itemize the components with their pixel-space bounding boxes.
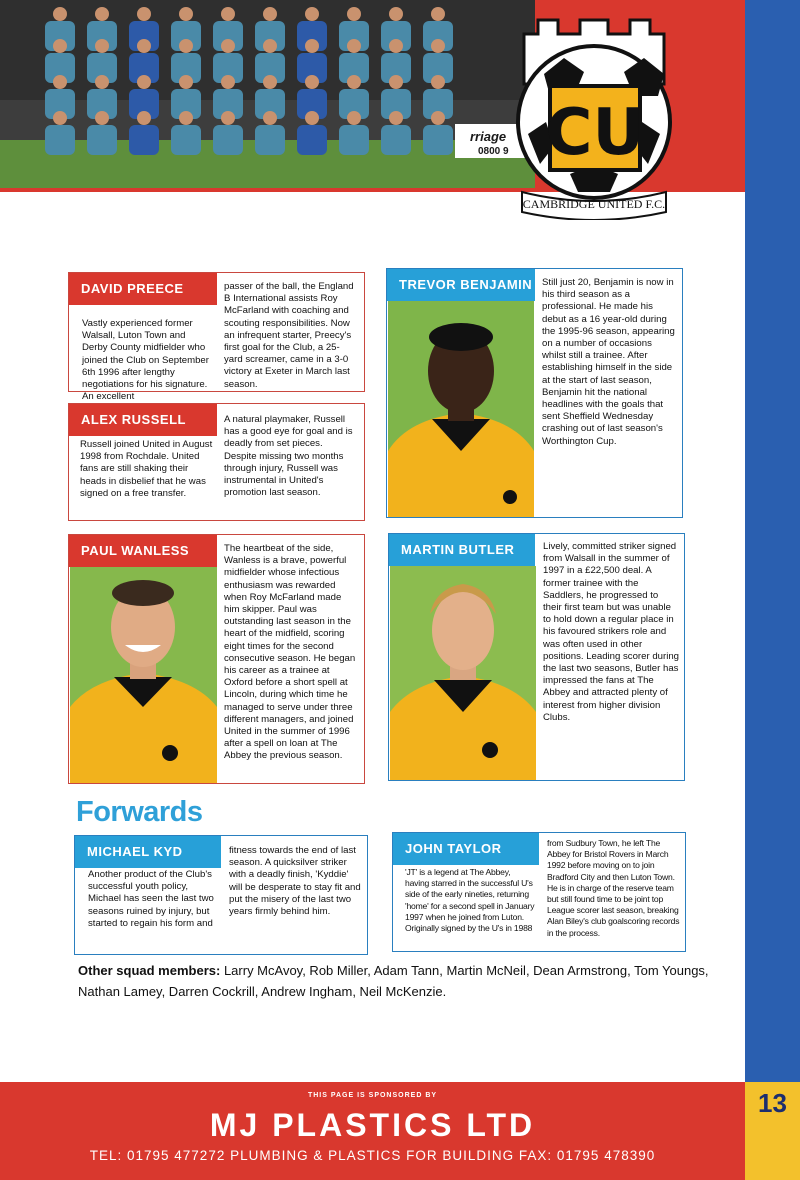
player-bio-russell-col2: A natural playmaker, Russell has a good eye for goal and is deadly from set pieces. Despite missing two months through injury, Russell was instrumental in United's promotion last season. (224, 414, 353, 499)
player-bio-kyd-col1: Another product of the Club's successful youth policy, Michael has seen the last two seasons ruined by injury, but started to regain his form and (88, 869, 214, 929)
sponsor-board-text: rriage (470, 129, 507, 144)
player-bio-preece-col2: passer of the ball, the England B International assists Roy McFarland with coaching and scouting responsibilities. Now an infrequent starter, Preecy's first goal for the Club, a 25-yard screamer, came in a 3-0 victory at Exeter in March last season. (224, 281, 354, 390)
player-bio-kyd-col2: fitness towards the end of last season. A quicksilver striker with a deadly finish, 'Kyddie' will be desperate to stay fit and put the misery of the last two years firmly behind him. (229, 845, 361, 918)
player-bio-butler: Lively, committed striker signed from Walsall in the summer of 1997 in a £22,500 deal. A former trainee with the Saddlers, he progressed to their first team but was unable to hold down a regular place in his favoured strikers role and was often used in other positions. Leading scorer during the last two seasons, Butler has impressed the fans at The Abbey and attracted plenty of interest from higher division Clubs. (543, 541, 679, 723)
side-color-strip (745, 0, 800, 1082)
player-bio-preece-col1: Vastly experienced former Walsall, Luton Town and Derby County midfielder who joined the Club on September 6th 1996 after lengthy negotiations for his signature. An excellent (82, 318, 209, 403)
sponsored-by-label: THIS PAGE IS SPONSORED BY (307, 1092, 438, 1099)
player-photo-butler (390, 566, 536, 780)
page-number: 13 (758, 1088, 787, 1118)
section-heading-forwards: Forwards (76, 796, 203, 828)
player-name-kyd: MICHAEL KYD (75, 836, 221, 868)
player-bio-taylor-col1: 'JT' is a legend at The Abbey, having starred in the successful U's side of the early nineties, returning 'home' for a second spell in January 1997 when he joined from Luton. Originally signed by the U's in 1988 (405, 867, 535, 934)
team-photo (0, 0, 535, 188)
sponsor-contact-line: TEL: 01795 477272 PLUMBING & PLASTICS FOR BUILDING FAX: 01795 478390 (89, 1148, 656, 1163)
player-name-wanless: PAUL WANLESS (69, 535, 217, 567)
player-name-butler: MARTIN BUTLER (389, 534, 535, 566)
player-bio-benjamin: Still just 20, Benjamin is now in his third season as a professional. He made his debut as a 16 year-old during the 1995-96 season, appearing on a number of occasions whilst still a trainee. After establishing himself in the side at the start of last season, Benjamin hit the national headlines with the goals that sent Sheffield Wednesday crashing out of last season's Worthington Cup. (542, 277, 675, 447)
sponsor-board-phone: 0800 9 (478, 146, 509, 157)
player-bio-russell-col1: Russell joined United in August 1998 from Rochdale. United fans are still shaking their heads in disbelief that he was signed on a free transfer. (80, 439, 213, 499)
player-photo-wanless (70, 567, 217, 783)
crest-monogram: CU (545, 96, 645, 170)
club-crest (514, 14, 674, 220)
player-name-benjamin: TREVOR BENJAMIN (387, 269, 535, 301)
sponsor-company-name: MJ PLASTICS LTD (209, 1107, 536, 1143)
other-squad-members (78, 960, 718, 1002)
crest-club-name: CAMBRIDGE UNITED F.C. (522, 197, 666, 211)
player-bio-wanless: The heartbeat of the side, Wanless is a brave, powerful midfielder whose infectious enthusiasm was rewarded when Roy McFarland made him skipper. Paul was outstanding last season in the heart of the midfield, scoring eight times for the second consecutive season. He began his career as a trainee at Oxford before a short spell at Lincoln, during which time he managed to serve under three different managers, and joined United in the summer of 1996 after a spell on loan at The Abbey the previous season. (224, 543, 356, 762)
other-squad-names: Larry McAvoy, Rob Miller, Adam Tann, Martin McNeil, Dean Armstrong, Tom Youngs, Nathan Lamey, Darren Cockrill, Andrew Ingham, Neil McKenzie. (78, 963, 709, 999)
player-name-russell: ALEX RUSSELL (69, 404, 217, 436)
other-squad-label: Other squad members: (78, 963, 221, 978)
player-photo-benjamin (388, 301, 534, 517)
player-name-preece: DAVID PREECE (69, 273, 217, 305)
player-bio-taylor-col2: from Sudbury Town, he left The Abbey for Bristol Rovers in March 1992 before moving on to join Bradford City and then Luton Town. He is in charge of the reserve team but still found time to be joint top League scorer last season, breaking Alan Biley's club goalscoring records in the process. (547, 838, 680, 938)
team-photo-illustration (0, 0, 535, 188)
player-name-taylor: JOHN TAYLOR (393, 833, 539, 865)
